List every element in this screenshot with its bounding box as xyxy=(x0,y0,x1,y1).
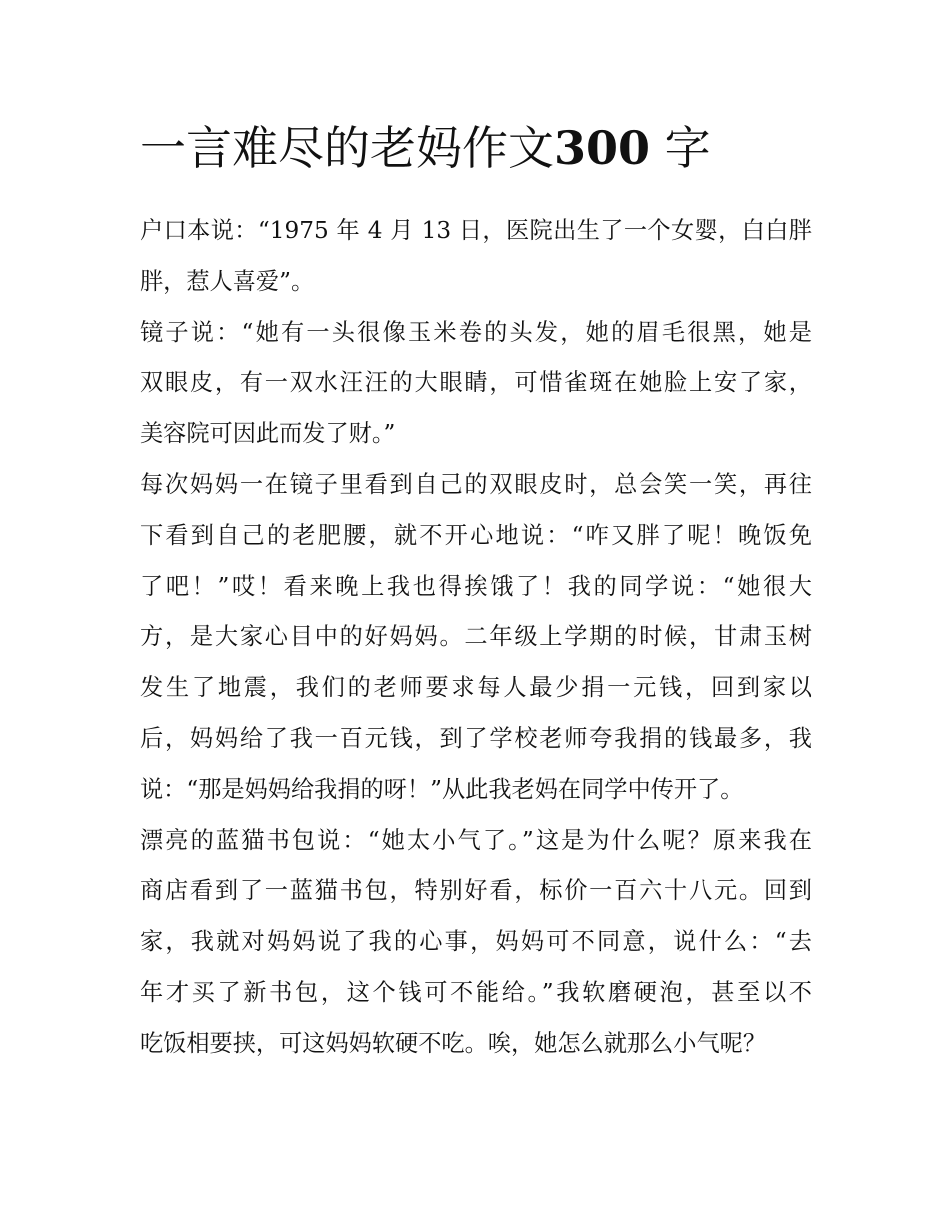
paragraph-line: 年才买了新书包，这个钱可不能给。”我软磨硬泡，甚至以不 xyxy=(140,978,812,1006)
paragraph-line: 了吧！”哎！看来晚上我也得挨饿了！我的同学说：“她很大 xyxy=(140,572,812,600)
title-suffix: 字 xyxy=(650,121,711,175)
paragraph-3 xyxy=(140,460,812,816)
document-page xyxy=(140,112,812,1070)
paragraph-1 xyxy=(140,206,812,308)
document-title xyxy=(140,112,812,184)
paragraph-line: 户口本说：“1975 年 4 月 13 日，医院出生了一个女婴，白白胖 xyxy=(140,217,812,244)
paragraph-4 xyxy=(140,816,812,1070)
paragraph-line: 漂亮的蓝猫书包说：“她太小气了。”这是为什么呢？原来我在 xyxy=(140,826,812,854)
document-body xyxy=(140,206,812,1070)
paragraph-2 xyxy=(140,308,812,460)
paragraph-line: 胖，惹人喜爱”。 xyxy=(140,267,315,295)
title-number: 300 xyxy=(554,121,651,175)
paragraph-line: 双眼皮，有一双水汪汪的大眼睛，可惜雀斑在她脸上安了家， xyxy=(140,369,812,397)
paragraph-line: 吃饭相要挟，可这妈妈软硬不吃。唉，她怎么就那么小气呢？ xyxy=(140,1029,767,1057)
paragraph-line: 美容院可因此而发了财。” xyxy=(140,420,396,448)
paragraph-line: 说：“那是妈妈给我捐的呀！”从此我老妈在同学中传开了。 xyxy=(140,775,744,803)
title-text: 一言难尽的老妈作文 xyxy=(140,121,554,175)
paragraph-line: 下看到自己的老肥腰，就不开心地说：“咋又胖了呢！晚饭免 xyxy=(140,521,812,549)
paragraph-line: 发生了地震，我们的老师要求每人最少捐一元钱，回到家以 xyxy=(140,674,812,702)
paragraph-line: 家，我就对妈妈说了我的心事，妈妈可不同意，说什么：“去 xyxy=(140,928,812,956)
paragraph-line: 每次妈妈一在镜子里看到自己的双眼皮时，总会笑一笑，再往 xyxy=(140,470,812,498)
paragraph-line: 镜子说：“她有一头很像玉米卷的头发，她的眉毛很黑，她是 xyxy=(140,318,812,346)
paragraph-line: 商店看到了一蓝猫书包，特别好看，标价一百六十八元。回到 xyxy=(140,877,812,905)
paragraph-line: 后，妈妈给了我一百元钱，到了学校老师夸我捐的钱最多，我 xyxy=(140,724,812,752)
paragraph-line: 方，是大家心目中的好妈妈。二年级上学期的时候，甘肃玉树 xyxy=(140,623,812,651)
